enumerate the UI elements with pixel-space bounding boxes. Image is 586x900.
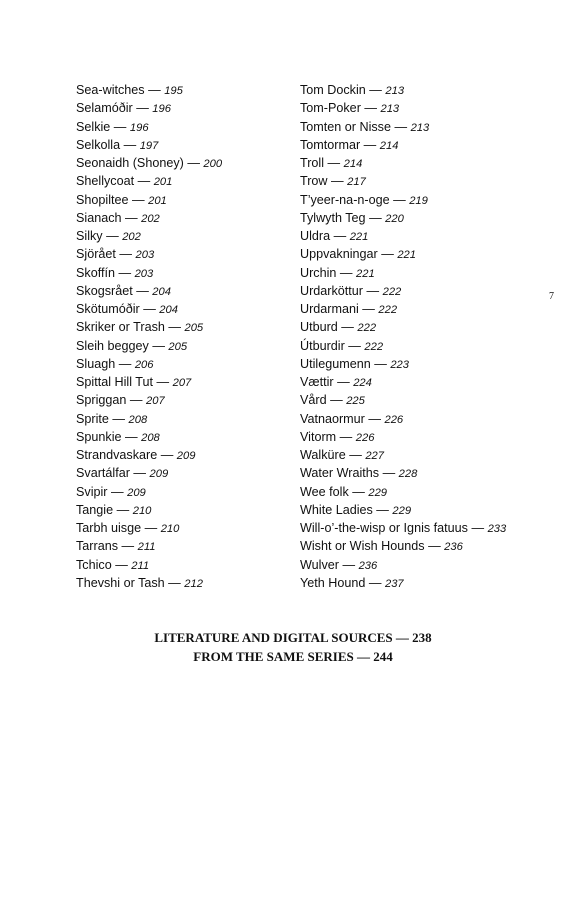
toc-entry: [300, 391, 540, 409]
toc-entry-page: 222: [382, 285, 402, 298]
toc-entry-separator: —: [324, 156, 344, 170]
toc-entry-page: 236: [358, 559, 378, 572]
toc-entry-name: Skogsrået: [76, 283, 133, 298]
toc-entry-separator: —: [132, 101, 153, 116]
toc-entry-name: Strandvaskare: [76, 448, 158, 462]
toc-entry-separator: —: [157, 448, 177, 462]
toc-entry-separator: —: [102, 229, 123, 243]
toc-entry: [300, 556, 540, 574]
toc-entry-name: Tarrans: [76, 539, 118, 554]
toc-entry: [300, 300, 540, 318]
toc-entry-name: Walküre: [300, 448, 346, 462]
toc-entry-page: 202: [122, 231, 141, 243]
toc-entry-page: 223: [390, 358, 409, 371]
toc-entry-page: 207: [172, 377, 192, 389]
toc-entry-page: 213: [410, 121, 430, 134]
toc-entry-page: 209: [176, 450, 196, 462]
toc-entry-page: 228: [398, 468, 418, 481]
toc-entry-page: 236: [444, 541, 463, 554]
toc-entry-page: 227: [365, 450, 384, 462]
toc-entry-name: Sjörået: [76, 247, 116, 262]
toc-entry-page: 208: [128, 413, 148, 426]
toc-entry-page: 221: [356, 267, 375, 280]
toc-entry-name: Tylwyth Teg: [300, 210, 366, 225]
toc-entry-name: Tchico: [76, 557, 112, 572]
toc-entry-page: 212: [184, 577, 203, 590]
toc-entry-page: 220: [385, 212, 404, 225]
toc-entry-separator: —: [183, 156, 204, 170]
toc-entry-separator: —: [326, 393, 347, 408]
toc-entry-name: Vitorm: [300, 429, 337, 444]
toc-entry-name: Tomtormar: [300, 137, 361, 152]
toc-entry-name: Tomten or Nisse: [300, 119, 391, 134]
toc-entry-page: 211: [137, 541, 156, 554]
toc-entry: [76, 464, 291, 482]
toc-entry-page: 207: [146, 395, 165, 408]
toc-entry-name: T’yeer-na-n-oge: [300, 192, 390, 207]
toc-entry-separator: —: [377, 247, 398, 262]
toc-entry-page: 201: [148, 194, 167, 207]
toc-entry-name: Svartálfar: [76, 466, 130, 481]
toc-entry: [300, 227, 540, 245]
toc-entry-name: Vatnaormur: [300, 411, 365, 426]
toc-entry: [76, 81, 291, 99]
toc-entry-name: Tom Dockin: [300, 83, 366, 97]
toc-entry: [76, 537, 291, 555]
toc-entry-page: 195: [164, 85, 183, 97]
toc-entry-name: Selamóðir: [76, 101, 133, 116]
toc-entry: [300, 446, 540, 464]
same-series-heading: FROM THE SAME SERIES — 244: [193, 649, 393, 664]
toc-entry: [76, 172, 291, 190]
toc-entry-separator: —: [113, 502, 133, 517]
toc-entry-separator: —: [115, 356, 135, 371]
backmatter-headings: [0, 628, 586, 666]
toc-entry-page: 203: [134, 267, 154, 280]
toc-entry-name: Spriggan: [76, 393, 127, 408]
toc-entry-page: 211: [131, 559, 150, 572]
toc-entry-separator: —: [344, 338, 365, 353]
toc-entry-separator: —: [348, 484, 369, 499]
toc-entry-name: Wulver: [300, 557, 339, 572]
toc-entry-page: 224: [353, 377, 372, 389]
toc-entry-separator: —: [345, 448, 366, 462]
toc-entry-name: Skriker or Trash: [76, 320, 165, 335]
toc-entry: [76, 501, 291, 519]
toc-entry: [76, 373, 291, 391]
toc-entry-name: Vård: [300, 393, 327, 408]
toc-entry-separator: —: [336, 429, 356, 444]
toc-entry-name: Yeth Hound: [300, 575, 366, 590]
toc-entry-page: 214: [379, 139, 399, 152]
toc-entry-separator: —: [120, 137, 140, 152]
toc-entry-name: Skoffín: [76, 265, 115, 280]
toc-entry-separator: —: [111, 557, 132, 572]
toc-entry-page: 209: [127, 486, 146, 499]
toc-entry-name: Svipir: [76, 484, 108, 499]
toc-entry-separator: —: [148, 338, 169, 353]
toc-entry: [300, 318, 540, 336]
toc-entry-page: 196: [129, 121, 149, 134]
toc-entry-page: 200: [203, 158, 223, 170]
toc-entry-page: 213: [380, 103, 400, 116]
toc-entry-name: Uppvakningar: [300, 247, 378, 262]
toc-entry-name: Sprite: [76, 411, 109, 426]
toc-entry-separator: —: [360, 101, 381, 116]
toc-entry-page: 206: [134, 358, 154, 371]
toc-entry: [76, 99, 291, 117]
toc-entry-separator: —: [467, 521, 488, 535]
toc-entry-page: 222: [364, 340, 384, 353]
toc-entry-separator: —: [110, 119, 130, 134]
toc-entry: [76, 191, 291, 209]
toc-entry: [76, 519, 291, 537]
toc-entry-separator: —: [338, 557, 359, 572]
toc-entry-name: Skötumóðir: [76, 302, 140, 316]
toc-entry-page: 237: [384, 577, 404, 590]
toc-entry: [300, 81, 540, 99]
toc-entry-name: White Ladies: [300, 502, 373, 517]
toc-entry: [300, 501, 540, 519]
toc-entry-name: Urdarköttur: [300, 283, 363, 298]
toc-entry-separator: —: [330, 229, 350, 243]
toc-entry-name: Spunkie: [76, 429, 122, 444]
toc-entry-page: 209: [149, 468, 169, 481]
toc-entry-separator: —: [358, 302, 379, 316]
toc-entry: [76, 391, 291, 409]
toc-entry-name: Tom-Poker: [300, 101, 361, 116]
toc-entry: [300, 373, 540, 391]
toc-entry-separator: —: [164, 320, 185, 335]
toc-entry-separator: —: [121, 429, 142, 444]
toc-entry-name: Utburd: [300, 320, 338, 335]
toc-entry-separator: —: [139, 302, 160, 316]
toc-entry-name: Trow: [300, 174, 328, 189]
toc-entry-name: Wisht or Wish Hounds: [300, 539, 425, 554]
toc-entry: [300, 191, 540, 209]
toc-entry: [300, 118, 540, 136]
toc-entry-separator: —: [141, 521, 161, 535]
toc-entry: [76, 300, 291, 318]
toc-entry-page: 225: [346, 395, 365, 408]
toc-entry-separator: —: [337, 320, 358, 335]
toc-entry-name: Sluagh: [76, 356, 116, 371]
toc-entry-page: 219: [409, 194, 428, 207]
toc-entry-separator: —: [365, 575, 385, 590]
toc-entry-page: 203: [135, 249, 155, 262]
toc-entry-separator: —: [360, 137, 380, 152]
toc-entry: [76, 410, 291, 428]
toc-entry-separator: —: [115, 247, 136, 262]
toc-entry-separator: —: [129, 466, 150, 481]
toc-entry-name: Troll: [300, 156, 325, 170]
toc-entry-name: Sea-witches: [76, 83, 145, 97]
toc-entry: [76, 556, 291, 574]
toc-entry-page: 221: [349, 231, 369, 243]
toc-entry-separator: —: [327, 174, 348, 189]
toc-entry-separator: —: [107, 484, 128, 499]
toc-entry: [300, 337, 540, 355]
toc-entry-page: 233: [487, 523, 507, 535]
toc-entry: [300, 483, 540, 501]
toc-entry-page: 205: [168, 340, 188, 353]
toc-entry-name: Silky: [76, 229, 103, 243]
toc-entry-separator: —: [363, 283, 383, 298]
toc-entry-page: 210: [132, 504, 152, 517]
toc-entry: [300, 574, 540, 592]
toc-entry: [300, 264, 540, 282]
toc-entry-page: 229: [368, 486, 388, 499]
toc-entry: [300, 136, 540, 154]
toc-entry: [300, 410, 540, 428]
toc-entry-separator: —: [144, 83, 165, 97]
toc-entry-page: 214: [343, 158, 363, 170]
toc-entry-separator: —: [164, 575, 185, 590]
toc-entry-name: Thevshi or Tash: [76, 575, 165, 590]
toc-entry-page: 196: [152, 103, 171, 116]
toc-entry-name: Shopiltee: [76, 192, 129, 207]
toc-entry-name: Urdarmani: [300, 302, 359, 316]
toc-entry: [300, 355, 540, 373]
toc-entry-separator: —: [114, 265, 135, 280]
toc-entry-separator: —: [108, 411, 129, 426]
toc-entry-name: Selkie: [76, 119, 111, 134]
toc-entry: [300, 537, 540, 555]
toc-entry: [76, 118, 291, 136]
toc-entry: [76, 227, 291, 245]
toc-entry-name: Seonaidh (Shoney): [76, 156, 184, 170]
toc-entry-separator: —: [365, 210, 386, 225]
toc-left-column: [76, 81, 291, 592]
toc-entry: [76, 282, 291, 300]
toc-entry-separator: —: [364, 411, 385, 426]
toc-entry: [76, 428, 291, 446]
toc-entry: [300, 519, 540, 537]
toc-entry: [76, 136, 291, 154]
toc-entry: [76, 209, 291, 227]
toc-entry-name: Tangie: [76, 502, 114, 517]
toc-entry: [76, 355, 291, 373]
toc-entry: [76, 245, 291, 263]
toc-entry-page: 221: [397, 249, 416, 262]
toc-entry-separator: —: [379, 466, 399, 481]
toc-entry-name: Shellycoat: [76, 174, 135, 189]
toc-entry-page: 226: [384, 413, 404, 426]
toc-entry-separator: —: [134, 174, 154, 189]
toc-entry: [76, 264, 291, 282]
toc-entry-separator: —: [365, 83, 386, 97]
toc-entry-name: Útburdir: [300, 338, 345, 353]
toc-entry-separator: —: [126, 393, 147, 408]
toc-entry-separator: —: [424, 539, 445, 554]
toc-entry-separator: —: [390, 119, 411, 134]
toc-entry-separator: —: [118, 539, 138, 554]
toc-entry-page: 204: [152, 285, 171, 298]
toc-entry: [76, 483, 291, 501]
toc-entry-name: Wee folk: [300, 484, 349, 499]
toc-entry-name: Spittal Hill Tut: [76, 375, 153, 389]
toc-entry-name: Tarbh uisge: [76, 521, 142, 535]
toc-entry-separator: —: [372, 502, 393, 517]
toc-entry: [300, 245, 540, 263]
toc-entry-page: 217: [347, 176, 366, 189]
toc-entry-page: 210: [160, 523, 180, 535]
toc-entry-page: 222: [357, 322, 377, 335]
literature-sources-heading: LITERATURE AND DIGITAL SOURCES — 238: [154, 630, 432, 645]
toc-entry: [76, 446, 291, 464]
toc-entry-page: 222: [378, 304, 398, 316]
toc-entry: [300, 172, 540, 190]
toc-entry: [300, 282, 540, 300]
toc-entry-page: 213: [385, 85, 405, 97]
toc-entry-page: 229: [392, 504, 412, 517]
toc-entry: [300, 99, 540, 117]
toc-entry-name: Sleih beggey: [76, 338, 149, 353]
toc-entry-name: Vættir: [300, 375, 334, 389]
toc-entry-page: 205: [184, 322, 204, 335]
toc-entry-page: 226: [355, 431, 375, 444]
toc-entry-separator: —: [370, 356, 391, 371]
toc-entry: [76, 154, 291, 172]
toc-entry-page: 208: [141, 431, 160, 444]
toc-entry-separator: —: [132, 283, 153, 298]
toc-entry-name: Selkolla: [76, 137, 121, 152]
toc-entry: [300, 428, 540, 446]
toc-right-column: [300, 81, 540, 592]
toc-entry-name: Sianach: [76, 210, 122, 225]
toc-entry-separator: —: [121, 210, 142, 225]
toc-entry-page: 197: [139, 139, 159, 152]
toc-entry-name: Utilegumenn: [300, 356, 371, 371]
toc-entry-page: 202: [141, 212, 160, 225]
toc-entry-separator: —: [333, 375, 354, 389]
toc-entry-separator: —: [153, 375, 173, 389]
toc-entry-name: Uldra: [300, 229, 331, 243]
toc-entry-name: Urchin: [300, 265, 337, 280]
toc-entry: [76, 574, 291, 592]
toc-entry-name: Will-o’-the-wisp or Ignis fatuus: [300, 521, 468, 535]
page-number: 7: [549, 291, 554, 302]
toc-entry-page: 204: [159, 304, 178, 316]
toc-entry: [300, 464, 540, 482]
toc-entry-separator: —: [389, 192, 410, 207]
toc-entry-separator: —: [128, 192, 149, 207]
toc-entry: [300, 209, 540, 227]
toc-entry-page: 201: [153, 176, 173, 189]
toc-entry: [300, 154, 540, 172]
toc-entry-separator: —: [336, 265, 356, 280]
toc-entry-name: Water Wraiths: [300, 466, 380, 481]
toc-entry: [76, 318, 291, 336]
toc-entry: [76, 337, 291, 355]
